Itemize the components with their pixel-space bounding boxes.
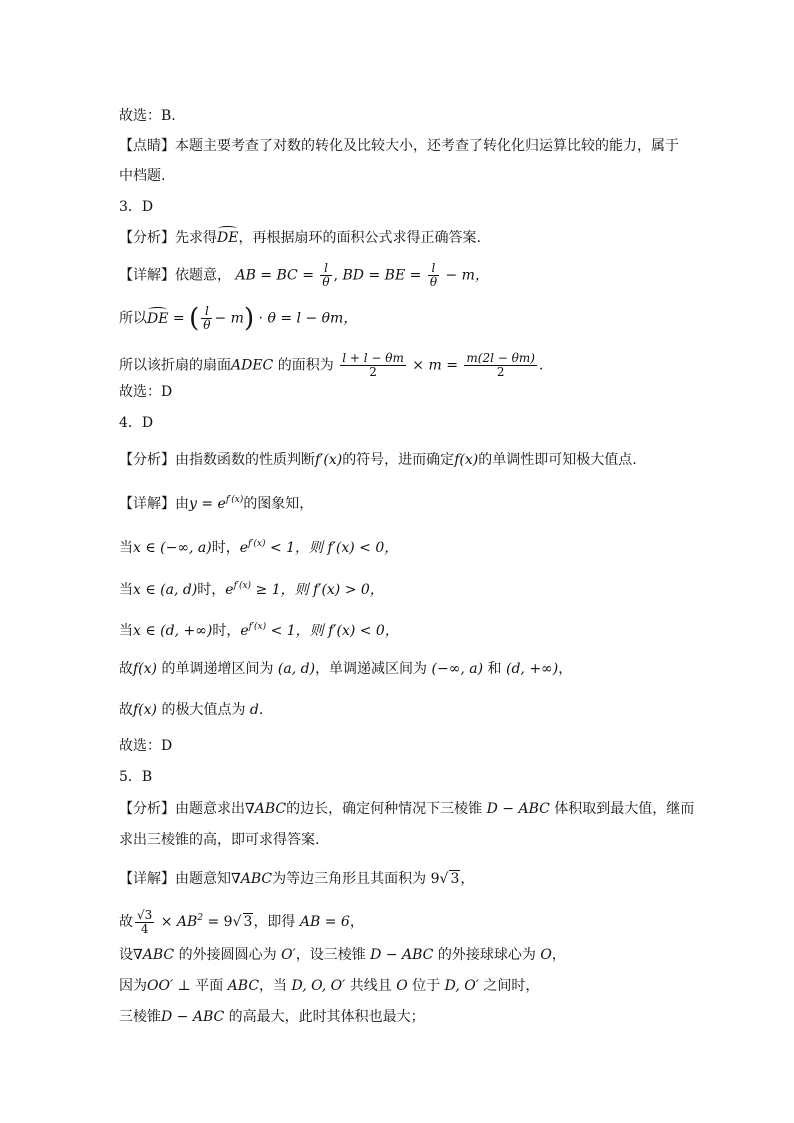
text-line: 三棱锥D − ABC 的高最大，此时其体积也最大； [119, 1009, 425, 1025]
text-line: 【详解】依题意， AB = BC = $\frac{l}{\theta}$ , BD = BE = $\frac{l}{\theta}$ − m， [119, 261, 489, 289]
arc-de: DE [217, 230, 239, 246]
question-number: 3．D [119, 199, 154, 215]
text-line: 所以该折扇的扇面ADEC 的面积为 $\frac{l + l - \theta m}{2}$ × m = $\frac{m(2l - \theta m)}{2}$ . [119, 351, 544, 379]
text-line: 故选：B. [119, 108, 176, 124]
text-line: 所以DE = ( $\frac{l}{\theta}$ − m) · θ = l − θm， [119, 303, 358, 334]
text-line: 中档题. [119, 168, 166, 184]
question-number: 4．D [119, 415, 154, 431]
text-line: 【分析】由指数函数的性质判断f′(x)的符号，进而确定f(x)的单调性即可知极大值点. [119, 452, 637, 468]
text-line: 故 $\frac{√3}{4}$ × $AB^2 = 9√$ 3，即得 AB = 6， [119, 907, 364, 936]
text-line: 【详解】由题意知∇ABC为等边三角形且其面积为 9√ 3， [119, 871, 475, 887]
text-line: 故选：D [119, 738, 173, 754]
text-line: 故选：D [119, 384, 173, 400]
text-line: 【分析】先求得DE，再根据扇环的面积公式求得正确答案. [119, 230, 481, 246]
text-line: 【分析】由题意求出∇ABC的边长，确定何种情况下三棱锥 D − ABC 体积取到最大值，继而 [119, 801, 695, 817]
text-line: 【详解】由$y = e^{f'(x)}$的图象知， [119, 495, 314, 512]
text-line: 故f(x) 的单调递增区间为 (a, d)，单调递减区间为 (−∞, a) 和 (d, +∞)， [119, 661, 573, 677]
text-line: 当x ∈ (a, d)时，$e^{f'(x)} \ge 1$，则 f′(x) > 0， [119, 581, 384, 598]
text-line: 当x ∈ (−∞, a)时，$e^{f'(x)} < 1$，则 f′(x) < 0， [119, 539, 399, 556]
text-line: 当x ∈ (d, +∞)时，$e^{f'(x)} < 1$，则 f′(x) < 0， [119, 622, 399, 639]
text-line: 设∇ABC 的外接圆圆心为 O′，设三棱锥 D − ABC 的外接球球心为 O， [119, 947, 566, 963]
text-line: 【点睛】本题主要考查了对数的转化及比较大小，还考查了转化化归运算比较的能力，属于 [119, 138, 679, 154]
text-line: 求出三棱锥的高，即可求得答案. [119, 832, 320, 848]
text-line: 因为OO′ ⊥ 平面 ABC，当 D, O, O′ 共线且 O 位于 D, O′ 之间时， [119, 978, 540, 994]
question-number: 5．B [119, 769, 153, 785]
text-line: 故f(x) 的极大值点为 d. [119, 702, 264, 718]
